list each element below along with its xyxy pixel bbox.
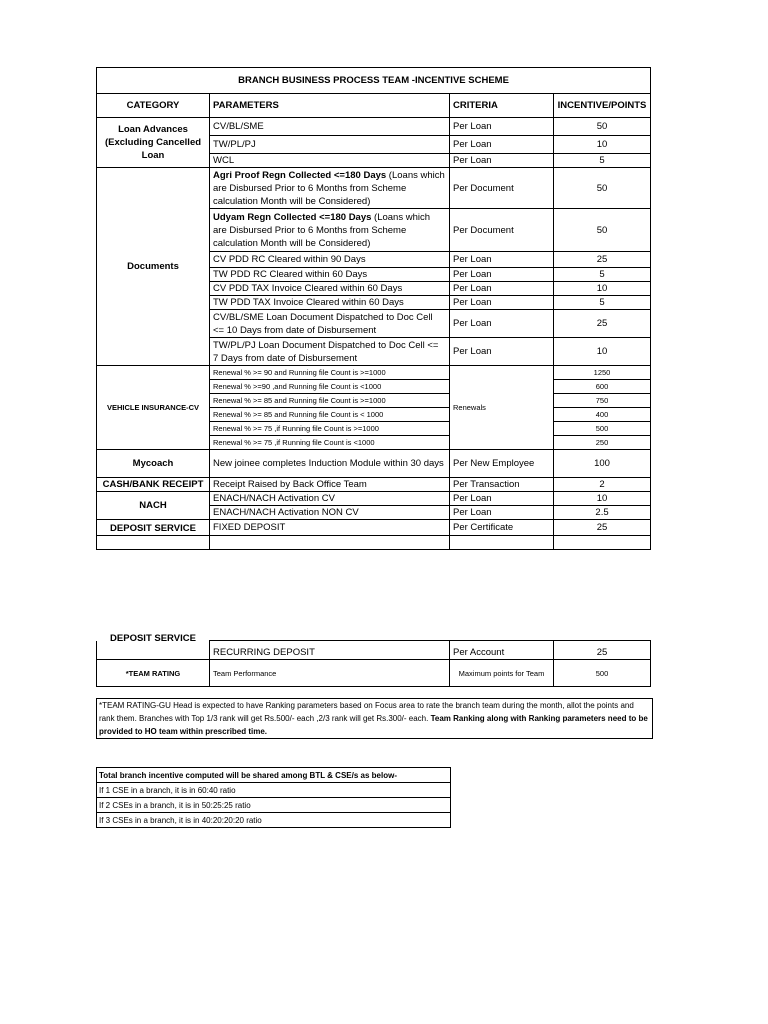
points-cell: 5 bbox=[554, 268, 651, 282]
incentive-table-page2 bbox=[0, 632, 768, 688]
param-cell: Renewal % >= 75 ,if Running file Count is >=1000 bbox=[210, 422, 450, 436]
header-parameters: PARAMETERS bbox=[210, 94, 450, 118]
team-rating-note bbox=[96, 698, 653, 739]
table-row bbox=[97, 168, 651, 209]
points-cell: 250 bbox=[554, 436, 651, 450]
criteria-cell: Per Loan bbox=[450, 506, 554, 520]
table-row bbox=[97, 492, 651, 506]
criteria-cell: Per Loan bbox=[450, 268, 554, 282]
points-cell: 25 bbox=[554, 520, 651, 536]
table-row bbox=[97, 660, 651, 687]
incentive-table-continued bbox=[96, 632, 651, 687]
category-team-rating: *TEAM RATING bbox=[97, 660, 210, 687]
criteria-cell: Per Loan bbox=[450, 154, 554, 168]
category-deposit-service: DEPOSIT SERVICE bbox=[97, 520, 210, 536]
criteria-cell: Per Loan bbox=[450, 310, 554, 338]
table-row bbox=[97, 450, 651, 478]
criteria-renewals: Renewals bbox=[450, 366, 554, 450]
param-cell bbox=[210, 209, 450, 252]
criteria-cell: Per Loan bbox=[450, 282, 554, 296]
param-cell: Renewal % >= 90 and Running file Count is >=1000 bbox=[210, 366, 450, 380]
category-vehicle-insurance: VEHICLE INSURANCE-CV bbox=[97, 366, 210, 450]
sharing-line: If 3 CSEs in a branch, it is in 40:20:20:20 ratio bbox=[97, 813, 451, 828]
sharing-line: If 1 CSE in a branch, it is in 60:40 ratio bbox=[97, 783, 451, 798]
param-cell: Receipt Raised by Back Office Team bbox=[210, 478, 450, 492]
category-loan-advances: Loan Advances (Excluding Cancelled Loan bbox=[97, 118, 210, 168]
header-category: CATEGORY bbox=[97, 94, 210, 118]
points-cell: 1250 bbox=[554, 366, 651, 380]
param-cell: Renewal % >= 85 and Running file Count is >=1000 bbox=[210, 394, 450, 408]
param-cell: CV PDD RC Cleared within 90 Days bbox=[210, 252, 450, 268]
points-cell: 5 bbox=[554, 154, 651, 168]
param-cell: WCL bbox=[210, 154, 450, 168]
points-cell: 25 bbox=[554, 641, 651, 660]
category-nach: NACH bbox=[97, 492, 210, 520]
category-deposit-service-clipped: DEPOSIT SERVICE bbox=[110, 632, 196, 644]
criteria-cell: Per Document bbox=[450, 209, 554, 252]
points-cell: 10 bbox=[554, 136, 651, 154]
points-cell: 50 bbox=[554, 168, 651, 209]
incentive-table bbox=[96, 67, 651, 550]
criteria-cell: Per Loan bbox=[450, 252, 554, 268]
criteria-cell: Per Loan bbox=[450, 492, 554, 506]
table-row bbox=[97, 641, 651, 660]
param-cell: CV/BL/SME Loan Document Dispatched to Doc Cell <= 10 Days from date of Disbursement bbox=[210, 310, 450, 338]
criteria-cell: Per Transaction bbox=[450, 478, 554, 492]
param-bold: Udyam Regn Collected <=180 Days bbox=[213, 211, 372, 223]
points-cell: 600 bbox=[554, 380, 651, 394]
param-cell: New joinee completes Induction Module within 30 days bbox=[210, 450, 450, 478]
points-cell: 10 bbox=[554, 338, 651, 366]
param-bold: Agri Proof Regn Collected <=180 Days bbox=[213, 169, 387, 181]
points-cell: 400 bbox=[554, 408, 651, 422]
sharing-table bbox=[96, 767, 451, 828]
criteria-cell: Per Loan bbox=[450, 136, 554, 154]
points-cell: 500 bbox=[554, 422, 651, 436]
table-row bbox=[97, 366, 651, 380]
criteria-cell: Per Loan bbox=[450, 296, 554, 310]
points-cell: 100 bbox=[554, 450, 651, 478]
points-cell: 10 bbox=[554, 492, 651, 506]
param-cell: CV PDD TAX Invoice Cleared within 60 Days bbox=[210, 282, 450, 296]
header-row bbox=[97, 94, 651, 118]
param-cell: RECURRING DEPOSIT bbox=[210, 641, 450, 660]
criteria-cell: Per Document bbox=[450, 168, 554, 209]
points-cell: 2.5 bbox=[554, 506, 651, 520]
sharing-heading: Total branch incentive computed will be shared among BTL & CSE/s as below- bbox=[97, 768, 451, 783]
param-cell: Renewal % >= 75 ,if Running file Count is <1000 bbox=[210, 436, 450, 450]
points-cell: 500 bbox=[554, 660, 651, 687]
param-cell: TW/PL/PJ bbox=[210, 136, 450, 154]
table-title: BRANCH BUSINESS PROCESS TEAM -INCENTIVE SCHEME bbox=[97, 68, 651, 94]
param-cell: Renewal % >=90 ,and Running file Count is <1000 bbox=[210, 380, 450, 394]
param-text: (Loans which are Disbursed Prior to 6 Months from Scheme calculation Month will be Considered) bbox=[213, 169, 445, 207]
criteria-cell: Per Certificate bbox=[450, 520, 554, 536]
points-cell: 25 bbox=[554, 310, 651, 338]
note-bold-text: Team Ranking along with Ranking parameters need to be provided to HO team within prescribed time. bbox=[99, 714, 648, 736]
criteria-cell: Per Loan bbox=[450, 338, 554, 366]
param-text: (Loans which are Disbursed Prior to 6 Months from Scheme calculation Month will be Considered) bbox=[213, 211, 431, 249]
criteria-cell: Per Account bbox=[450, 641, 554, 660]
points-cell: 2 bbox=[554, 478, 651, 492]
criteria-cell: Per Loan bbox=[450, 118, 554, 136]
param-cell: TW PDD RC Cleared within 60 Days bbox=[210, 268, 450, 282]
param-cell: TW/PL/PJ Loan Document Dispatched to Doc Cell <= 7 Days from date of Disbursement bbox=[210, 338, 450, 366]
points-cell: 50 bbox=[554, 118, 651, 136]
category-mycoach: Mycoach bbox=[97, 450, 210, 478]
param-cell: Renewal % >= 85 and Running file Count is < 1000 bbox=[210, 408, 450, 422]
header-criteria: CRITERIA bbox=[450, 94, 554, 118]
table-row bbox=[97, 520, 651, 536]
points-cell: 10 bbox=[554, 282, 651, 296]
param-cell: TW PDD TAX Invoice Cleared within 60 Days bbox=[210, 296, 450, 310]
param-cell: ENACH/NACH Activation NON CV bbox=[210, 506, 450, 520]
param-cell: Team Performance bbox=[210, 660, 450, 687]
criteria-cell: Per New Employee bbox=[450, 450, 554, 478]
criteria-cell: Maximum points for Team bbox=[450, 660, 554, 687]
category-documents: Documents bbox=[97, 168, 210, 366]
param-cell: FIXED DEPOSIT bbox=[210, 520, 450, 536]
param-cell: CV/BL/SME bbox=[210, 118, 450, 136]
note-text: *TEAM RATING-GU Head is expected to have Ranking parameters based on Focus area to rate the branch team during the month, allot the points and rank them. Branches with Top 1/3 rank will get Rs.500/- each ,2/3 rank will get Rs.300/- each. bbox=[99, 701, 634, 723]
sharing-line: If 2 CSEs in a branch, it is in 50:25:25 ratio bbox=[97, 798, 451, 813]
param-cell bbox=[210, 168, 450, 209]
table-row bbox=[97, 118, 651, 136]
param-cell: ENACH/NACH Activation CV bbox=[210, 492, 450, 506]
table-row bbox=[97, 478, 651, 492]
points-cell: 5 bbox=[554, 296, 651, 310]
category-cash-bank: CASH/BANK RECEIPT bbox=[97, 478, 210, 492]
points-cell: 25 bbox=[554, 252, 651, 268]
category-deposit-service-cont bbox=[97, 632, 210, 660]
points-cell: 750 bbox=[554, 394, 651, 408]
points-cell: 50 bbox=[554, 209, 651, 252]
header-points: INCENTIVE/POINTS bbox=[554, 94, 651, 118]
